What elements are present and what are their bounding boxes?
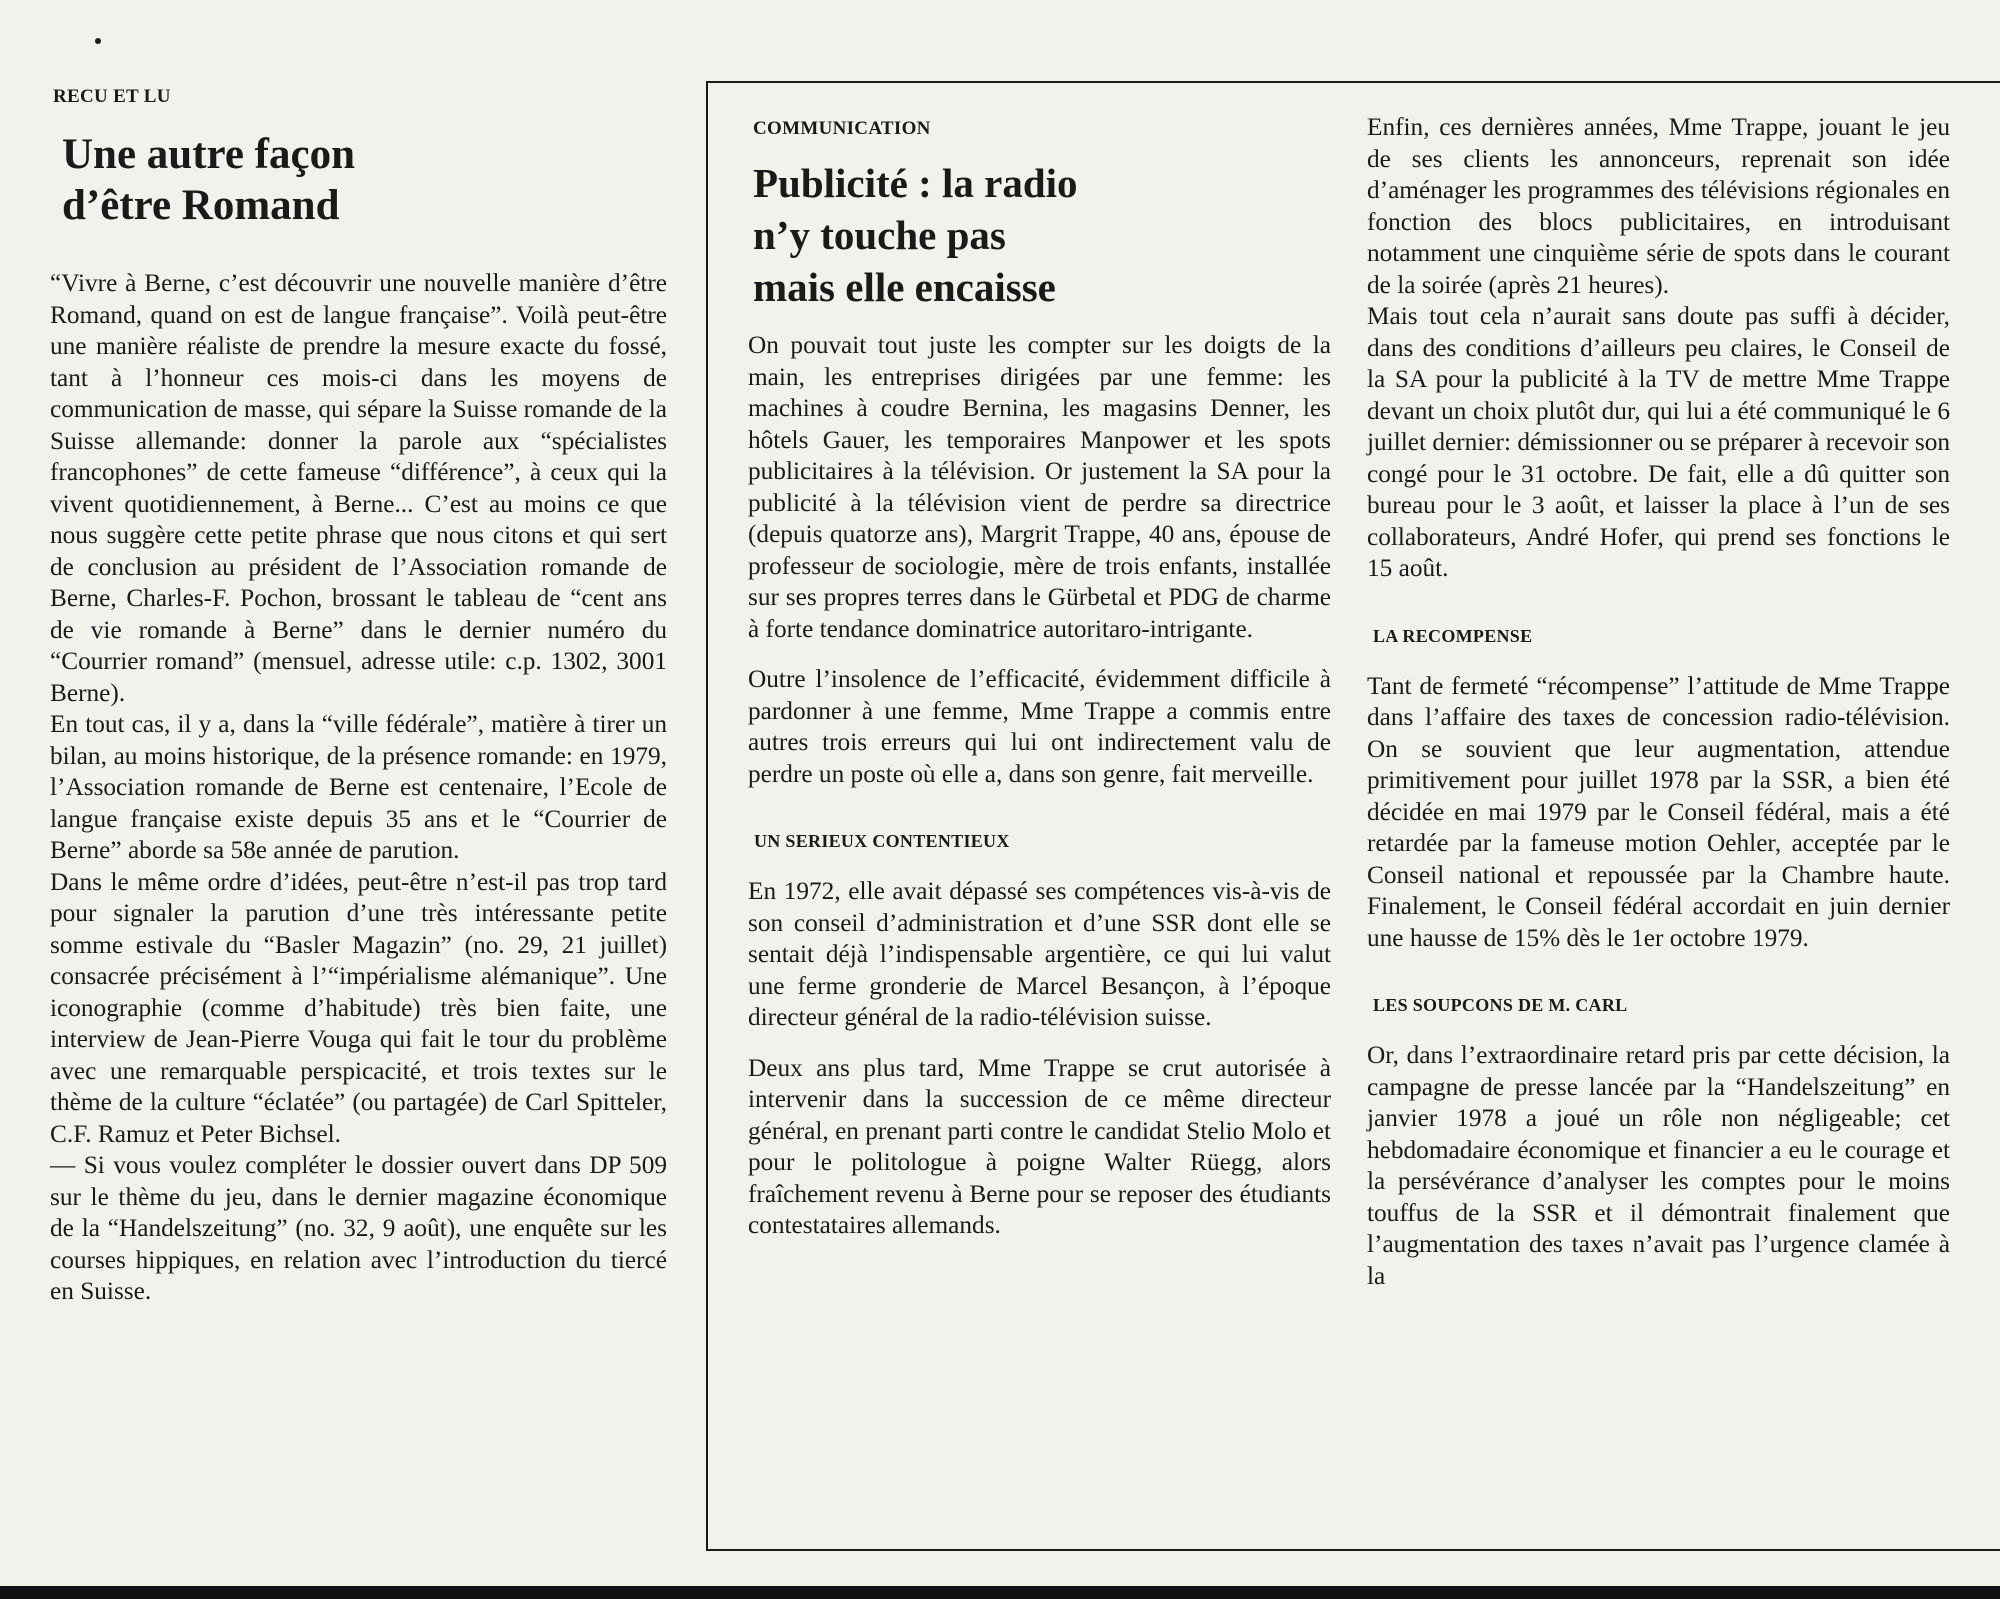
right-col2-paragraph-4: Or, dans l’extraordinaire retard pris par cette décision, la campagne de presse lancée par la “Handelszeitung” en janvier 1978 a joué un rôle non négligeable; cet hebdomadaire économique et financier a eu le courage et la persévérance d’analyser les comptes pour le moins touffus de la SSR et il démontrait finalement que l’augmentation des taxes n’avait pas l’urgence clamée à la [1367, 1041, 1950, 1290]
right-headline-line-1: Publicité : la radio [753, 160, 1078, 206]
page-bottom-edge [0, 1586, 2000, 1599]
left-paragraph-1: “Vivre à Berne, c’est découvrir une nouvelle manière d’être Romand, quand on est de langue française”. Voilà peut-être une manière réaliste de prendre la mesure exacte du fossé, tant à l’honneur ces mois-ci dans les moyens de communication de masse, qui sépare la Suisse romande de la Suisse allemande: donner la parole aux “spécialistes francophones” de cette fameuse “différence”, à ceux qui la vivent quotidiennement, à Berne... C’est au moins ce que nous suggère cette petite phrase que nous citons et qui sert de conclusion au président de l’Association romande de Berne, Charles-F. Pochon, brossant le tableau de “cent ans de vie romande à Berne” dans le dernier numéro du “Courrier romand” (mensuel, adresse utile: c.p. 1302, 3001 Berne). [50, 269, 667, 707]
subhead-la-recompense: LA RECOMPENSE [1373, 625, 1533, 646]
subhead-serieux-contentieux: UN SERIEUX CONTENTIEUX [754, 831, 1010, 851]
right-col2-paragraph-1: Enfin, ces dernières années, Mme Trappe, jouant le jeu de ses clients les annonceurs, reprenait son idée d’aménager les programmes des télévisions régionales en fonction des blocs publicitaires, en introduisant notamment une cinquième série de spots dans le courant de la soirée (après 21 heures). [1367, 113, 1950, 299]
left-headline-line-2: d’être Romand [62, 182, 340, 229]
subhead-soupcons-m-carl: LES SOUPCONS DE M. CARL [1373, 995, 1628, 1015]
left-article-body [50, 268, 667, 1308]
left-kicker: RECU ET LU [53, 86, 171, 107]
right-col1-paragraph-4: Deux ans plus tard, Mme Trappe se crut autorisée à intervenir dans la succession de ce même directeur général, en prenant parti contre le candidat Stelio Molo et pour le politologue à poigne Walter Rüegg, alors fraîchement revenu à Berne pour se reposer des étudiants contestataires allemands. [748, 1053, 1332, 1239]
left-paragraph-2: En tout cas, il y a, dans la “ville fédérale”, matière à tirer un bilan, au moins historique, de la présence romande: en 1979, l’Association romande de Berne est centenaire, l’Ecole de langue française existe depuis 35 ans et le “Courrier de Berne” aborde sa 58e année de parution. [50, 710, 667, 864]
right-col1-paragraph-1: On pouvait tout juste les compter sur les doigts de la main, les entreprises dirigées par une femme: les machines à coudre Bernina, les magasins Denner, les hôtels Gauer, les temporaires Manpower et les spots publicitaires à la télévision. Or justement la SA pour la publicité à la télévision vient de perdre sa directrice (depuis quatorze ans), Margrit Trappe, 40 ans, épouse de professeur de sociologie, mère de trois enfants, installée sur ses propres terres dans le Gürbetal et PDG de charme à forte tendance dominatrice autoritaro-intrigante. [748, 331, 1331, 643]
left-paragraph-3: Dans le même ordre d’idées, peut-être n’est-il pas trop tard pour signaler la parution d’une très intéressante petite somme estivale du “Basler Magazin” (no. 29, 21 juillet) consacrée précisément à l’“impérialisme alémanique”. Une iconographie (comme d’habitude) très bien faite, une interview de Jean-Pierre Vouga qui fait le tour du problème avec une remarquable perspicacité, et trois textes sur le thème de la culture “éclatée” (ou partagée) de Carl Spitteler, C.F. Ramuz et Peter Bichsel. [50, 867, 667, 1148]
right-col1-paragraph-3: En 1972, elle avait dépassé ses compétences vis-à-vis de son conseil d’administration et d’une SSR dont elle se sentait déjà l’indispensable argentière, ce qui lui valut une ferme gronderie de Marcel Besançon, à l’époque directeur général de la radio-télévision suisse. [748, 877, 1331, 1031]
right-kicker: COMMUNICATION [753, 118, 931, 139]
left-headline-line-1: Une autre façon [62, 131, 356, 178]
left-paragraph-4: — Si vous voulez compléter le dossier ouvert dans DP 509 sur le thème du jeu, dans le dernier magazine économique de la “Handelszeitung” (no. 32, 9 août), une enquête sur les courses hippiques, en relation avec l’introduction du tiercé en Suisse. [50, 1151, 667, 1305]
right-article-column-2 [1367, 112, 1950, 1292]
right-article-column-1 [748, 330, 1331, 1242]
ink-dot [95, 38, 101, 44]
right-headline-line-2: n’y touche pas [753, 212, 1006, 258]
right-col2-paragraph-3: Tant de fermeté “récompense” l’attitude de Mme Trappe dans l’affaire des taxes de concession radio-télévision. On se souvient que leur augmentation, attendue primitivement pour juillet 1978 par la SSR, a bien été décidée en mai 1979 par le Conseil fédéral, mais a été retardée par la fameuse motion Oehler, acceptée par le Conseil national et repoussée par la Chambre haute. Finalement, le Conseil fédéral accordait en juin dernier une hausse de 15% dès le 1er octobre 1979. [1367, 671, 1950, 952]
right-col1-paragraph-2: Outre l’insolence de l’efficacité, évidemment difficile à pardonner à une femme, Mme Trappe a commis entre autres trois erreurs qui lui ont indirectement valu de perdre un poste où elle a, dans son genre, fait merveille. [748, 665, 1331, 788]
right-headline [753, 157, 1078, 313]
right-headline-line-3: mais elle encaisse [753, 264, 1056, 310]
right-col2-paragraph-2: Mais tout cela n’aurait sans doute pas suffi à décider, dans des conditions d’ailleurs peu claires, le Conseil de la SA pour la publicité à la TV de mettre Mme Trappe devant un choix plutôt dur, qui lui a été communiqué le 6 juillet dernier: démissionner ou se préparer à recevoir son congé pour le 31 octobre. De fait, elle a dû quitter son bureau pour le 3 août, et laisser la place à l’un de ses collaborateurs, André Hofer, qui prend ses fonctions le 15 août. [1367, 302, 1951, 582]
left-headline [62, 129, 355, 231]
